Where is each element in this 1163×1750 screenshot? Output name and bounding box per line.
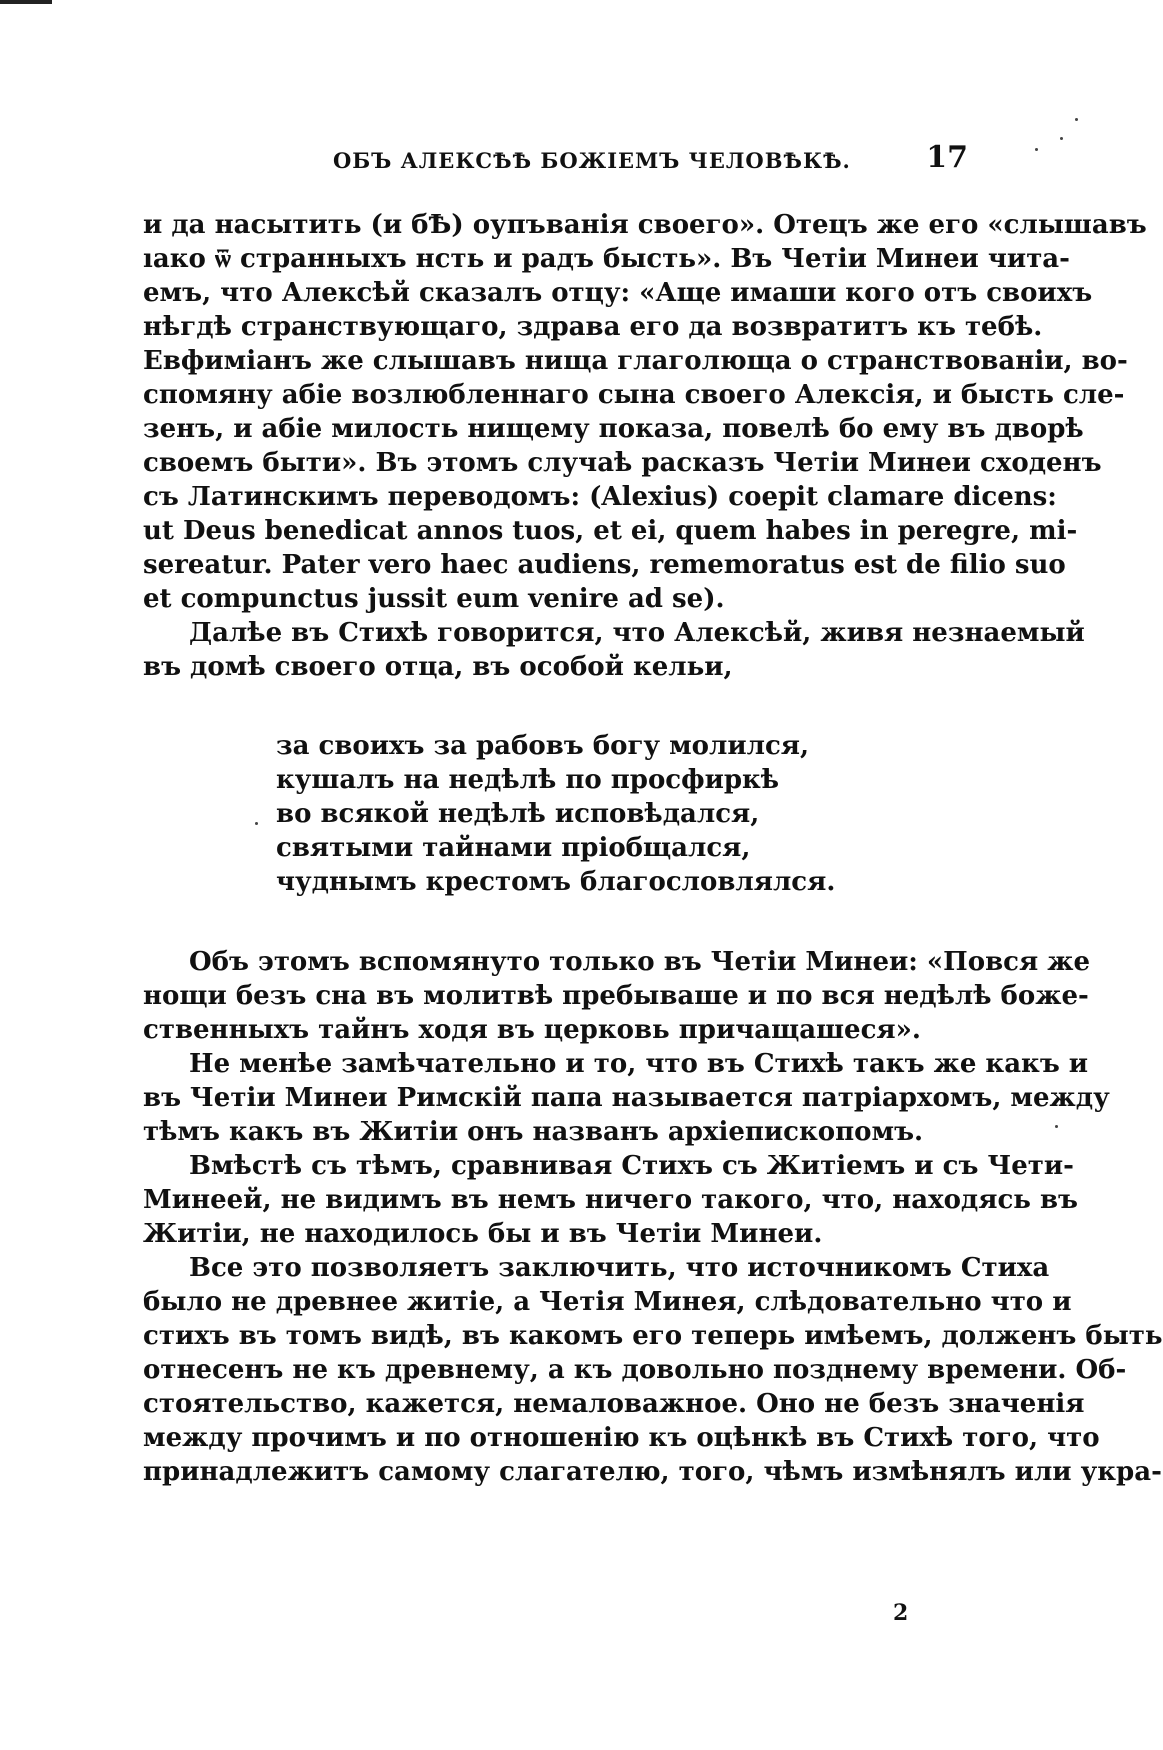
text-line: ut Deus benedicat annos tuos, et ei, quem habes in peregre, mi- [143,516,1078,546]
text-line: ıако ѿ странныхъ нсть и радъ бысть». Въ Четіи Минеи чита- [143,244,1070,274]
text-line: Все это позволяетъ заключить, что источникомъ Стиха [189,1253,1050,1283]
text-line: Объ этомъ вспомянуто только въ Четіи Минеи: «Повся же [189,947,1091,977]
print-speck [1060,137,1063,140]
text-line: нѣгдѣ странствующаго, здрава его да возвратитъ къ тебѣ. [143,312,1043,342]
text-line: стихъ въ томъ видѣ, въ какомъ его теперь имѣемъ, долженъ быть [143,1321,1163,1351]
text-line: своемъ быти». Въ этомъ случаѣ расказъ Четіи Минеи сходенъ [143,448,1102,478]
text-line: въ домѣ своего отца, въ особой кельи, [143,652,733,682]
text-line: Вмѣстѣ съ тѣмъ, сравнивая Стихъ съ Житіемъ и съ Чети- [189,1151,1074,1181]
signature-mark: 2 [893,1600,909,1626]
text-line: съ Латинскимъ переводомъ: (Alexius) coepit clamare dicens: [143,482,1057,512]
text-line: нощи безъ сна въ молитвѣ пребываше и по вся недѣлѣ боже- [143,981,1089,1011]
print-speck [255,822,258,825]
text-line: тѣмъ какъ въ Житіи онъ названъ архіепископомъ. [143,1117,924,1147]
verse-line: за своихъ за рабовъ богу молился, [276,731,810,761]
verse-line: во всякой недѣлѣ исповѣдался, [276,799,760,829]
text-line: Житіи, не находилось бы и въ Четіи Минеи. [143,1219,823,1249]
paragraph [143,616,1085,684]
print-speck [1055,1125,1058,1128]
text-line: емъ, что Алексѣй сказалъ отцу: «Аще имаши кого отъ своихъ [143,278,1093,308]
paragraph [143,945,1091,1047]
text-line: отнесенъ не къ древнему, а къ довольно позднему времени. Об- [143,1355,1127,1385]
verse-line: кушалъ на недѣлѣ по просфиркѣ [276,765,780,795]
text-line: et compunctus jussit eum venire ad se). [143,584,725,614]
text-line: Далѣе въ Стихѣ говорится, что Алексѣй, живя незнаемый [189,618,1085,648]
paragraph [143,1149,1078,1251]
page-number: 17 [926,140,968,175]
text-line: было не древнее житіе, а Четія Минея, слѣдовательно что и [143,1287,1072,1317]
print-speck [1035,148,1038,151]
paragraph [143,208,1147,616]
verse-stanza [143,729,968,899]
body-text [143,208,1163,1489]
text-line: въ Четіи Минеи Римскій папа называется патріархомъ, между [143,1083,1110,1113]
verse-line: чуднымъ крестомъ благословлялся. [276,867,836,897]
page-header [143,140,968,180]
text-line: зенъ, и абіе милость нищему показа, повелѣ бо ему въ дворѣ [143,414,1084,444]
running-title: ОБЪ АЛЕКСѢѢ БОЖІЕМЪ ЧЕЛОВѢКѢ. [333,148,851,173]
paragraph [143,1047,1110,1149]
text-line: спомяну абіе возлюбленнаго сына своего Алексія, и бысть сле- [143,380,1125,410]
text-line: Минеей, не видимъ въ немъ ничего такого, что, находясь въ [143,1185,1078,1215]
text-line: ственныхъ тайнъ ходя въ церковь причащашеся». [143,1015,921,1045]
text-line: sereatur. Pater vero haec audiens, rememoratus est de filio suo [143,550,1066,580]
text-line: Не менѣе замѣчательно и то, что въ Стихѣ такъ же какъ и [189,1049,1089,1079]
page-edge-mark [0,0,52,4]
text-line: Евфиміанъ же слышавъ нища глаголюща о странствованіи, во- [143,346,1128,376]
text-line: и да насытить (и бѢ) оупъванія своего». Отецъ же его «слышавъ [143,210,1147,240]
verse-line: святыми тайнами пріобщался, [276,833,751,863]
text-line: стоятельство, кажется, немаловажное. Оно не безъ значенія [143,1389,1085,1419]
text-line: принадлежитъ самому слагателю, того, чѣмъ измѣнялъ или укра- [143,1457,1162,1487]
text-line: между прочимъ и по отношенію къ оцѣнкѣ въ Стихѣ того, что [143,1423,1100,1453]
paragraph [143,1251,1163,1489]
print-speck [1075,118,1078,121]
